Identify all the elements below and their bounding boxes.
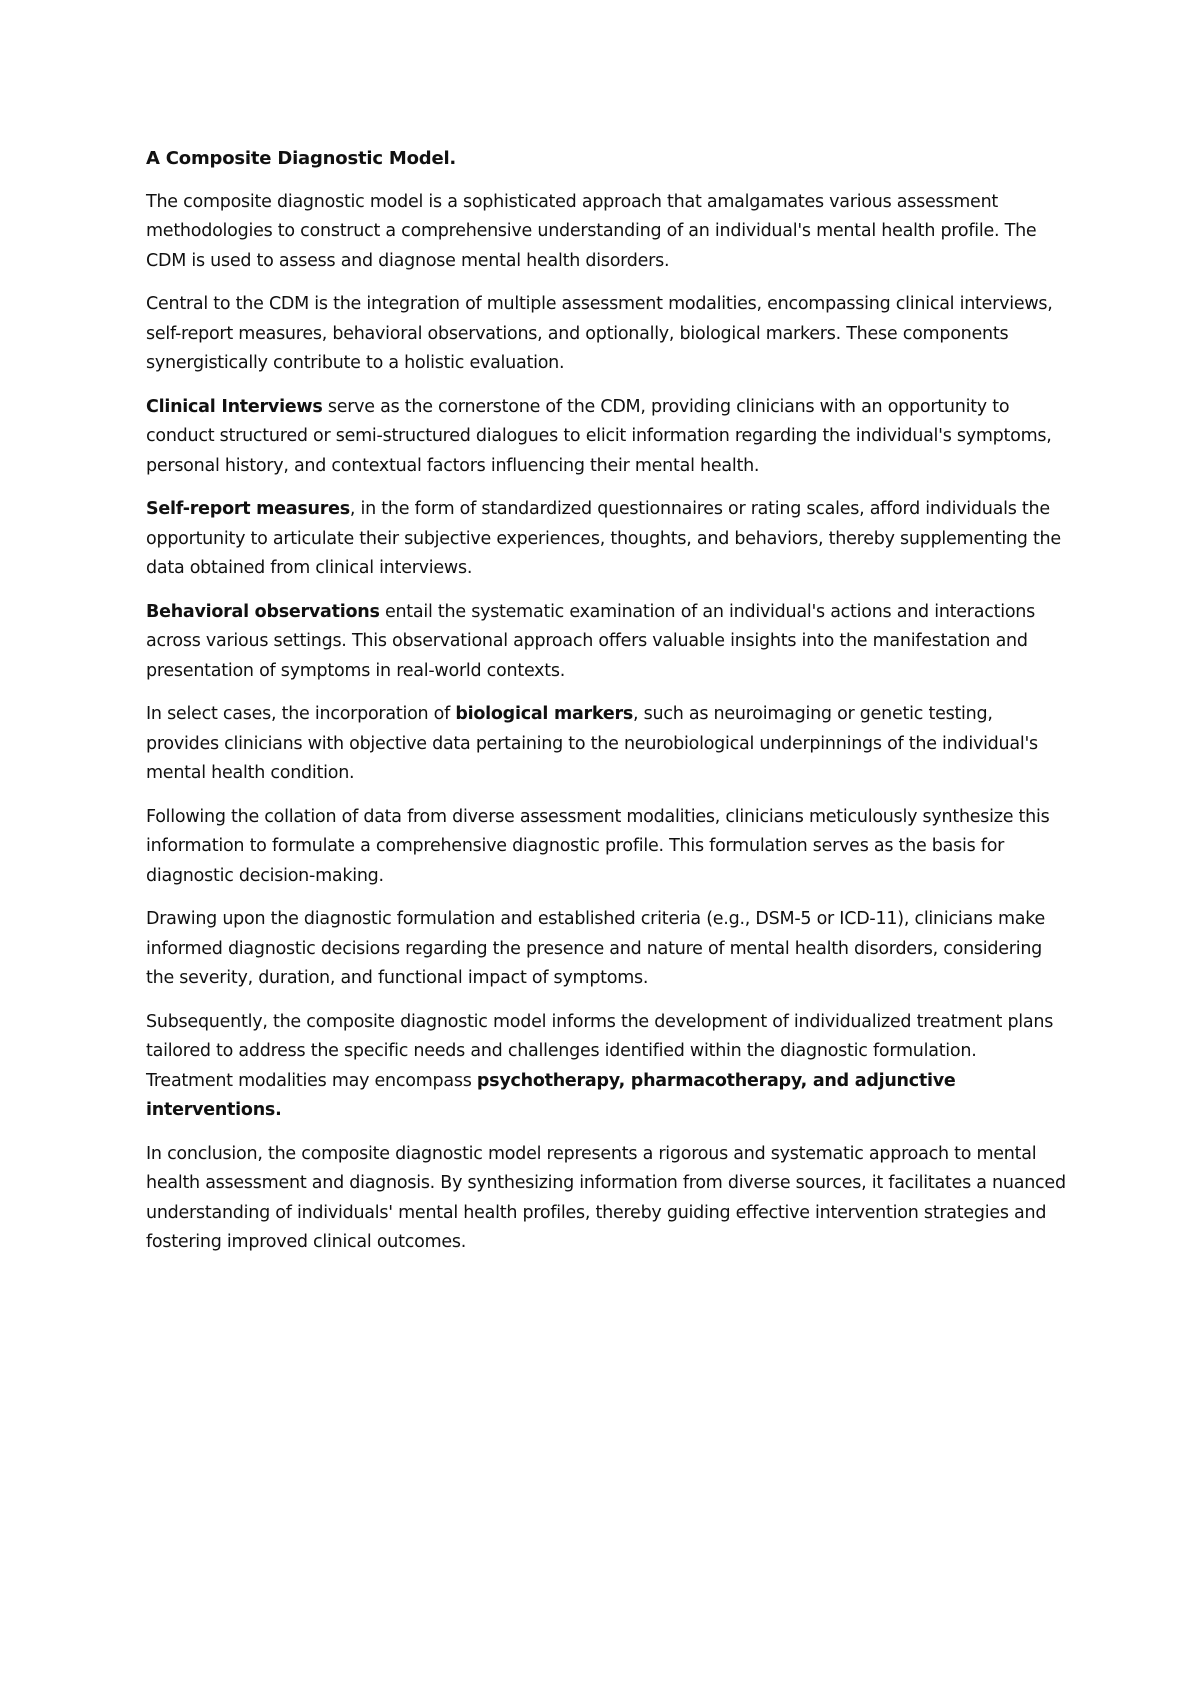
paragraph-biological-markers [146, 700, 1066, 789]
paragraph-integration [146, 290, 1066, 379]
term-self-report-measures: Self-report measures [146, 499, 350, 519]
term-biological-markers: biological markers [455, 704, 633, 724]
paragraph-conclusion [146, 1140, 1066, 1258]
paragraph-diagnostic-decisions-text: Drawing upon the diagnostic formulation and established criteria (e.g., DSM-5 or ICD-11), clinicians make informed diagnostic decisions regarding the presence and nature of mental health disorders, considering the severity, duration, and functional impact of symptoms. [146, 909, 1046, 988]
paragraph-behavioral-observations-text: entail the systematic examination of an individual's actions and interactions across various settings. This observational approach offers valuable insights into the manifestation and presentation of symptoms in real-world contexts. [146, 601, 1035, 681]
paragraph-biological-markers-lead: In select cases, the incorporation of [146, 704, 456, 724]
term-behavioral-observations: Behavioral observations [146, 601, 380, 622]
paragraph-intro-text: The composite diagnostic model is a sophisticated approach that amalgamates various assessment methodologies to construct a comprehensive understanding of an individual's mental health profile. The CDM is used to assess and diagnose mental health disorders. [146, 191, 1037, 271]
term-treatment-modalities: psychotherapy, pharmacotherapy, and adjunctive interventions. [146, 1070, 956, 1120]
paragraph-treatment-text: Subsequently, the composite diagnostic model informs the development of individualized treatment plans tailored to address the specific needs and challenges identified within the diagnostic formulation. Treatment modalities may encompass [146, 1011, 1054, 1091]
paragraph-self-report-text: , in the form of standardized questionnaires or rating scales, afford individuals the opportunity to articulate their subjective experiences, thoughts, and behaviors, thereby supplementing the data obtained from clinical interviews. [146, 499, 1061, 578]
paragraph-integration-text: Central to the CDM is the integration of multiple assessment modalities, encompassing clinical interviews, self-report measures, behavioral observations, and optionally, biological markers. These components synergistically contribute to a holistic evaluation. [146, 294, 1053, 373]
paragraph-behavioral-observations [146, 598, 1066, 687]
paragraph-synthesis [146, 803, 1066, 892]
document-title: A Composite Diagnostic Model. [146, 148, 457, 169]
paragraph-treatment [146, 1008, 1066, 1126]
paragraph-clinical-interviews-text: serve as the cornerstone of the CDM, providing clinicians with an opportunity to conduct structured or semi-structured dialogues to elicit information regarding the individual's symptoms, personal history, and contextual factors influencing their mental health. [146, 396, 1052, 476]
document-body [146, 144, 1066, 1272]
paragraph-synthesis-text: Following the collation of data from diverse assessment modalities, clinicians meticulously synthesize this information to formulate a comprehensive diagnostic profile. This formulation serves as the basis for diagnostic decision-making. [146, 806, 1050, 886]
paragraph-clinical-interviews [146, 393, 1066, 482]
paragraph-conclusion-text: In conclusion, the composite diagnostic model represents a rigorous and systematic approach to mental health assessment and diagnosis. By synthesizing information from diverse sources, it facilitates a nuanced understanding of individuals' mental health profiles, thereby guiding effective intervention strategies and fostering improved clinical outcomes. [146, 1143, 1066, 1252]
paragraph-self-report [146, 495, 1066, 584]
paragraph-diagnostic-decisions [146, 905, 1066, 994]
term-clinical-interviews: Clinical Interviews [146, 396, 323, 417]
paragraph-intro [146, 188, 1066, 277]
paragraph-biological-markers-text: , such as neuroimaging or genetic testing, provides clinicians with objective data pertaining to the neurobiological underpinnings of the individual's mental health condition. [146, 704, 1038, 783]
